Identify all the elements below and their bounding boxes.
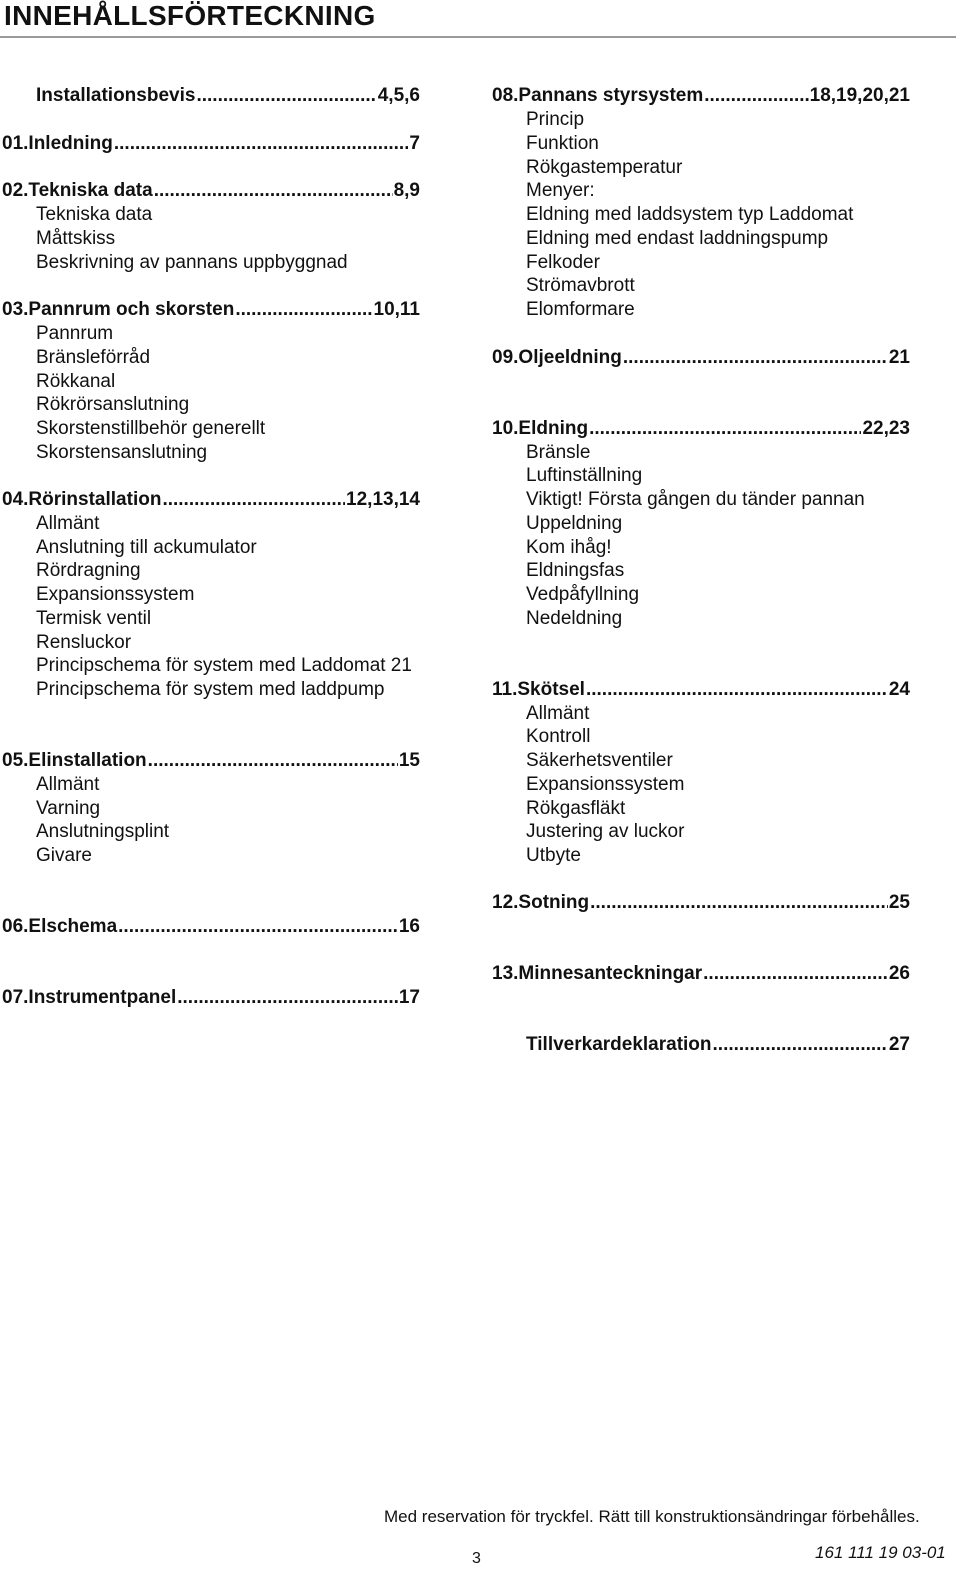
footer-disclaimer: Med reservation för tryckfel. Rätt till konstruktionsändringar förbehålles. (384, 1507, 920, 1526)
toc-entry-installationsbevis[interactable] (36, 84, 420, 108)
toc-subitem[interactable]: Principschema för system med laddpump (36, 679, 385, 700)
toc-entry-label: Tekniska data (28, 180, 153, 201)
toc-page-number: 8,9 (393, 180, 420, 201)
toc-subitem[interactable]: Funktion (526, 133, 599, 154)
toc-entry-label: Rörinstallation (28, 489, 162, 510)
toc-subitem[interactable]: Rökgastemperatur (526, 157, 683, 178)
toc-section-number: 12. (492, 892, 519, 913)
toc-entry-label: Elschema (28, 916, 118, 937)
toc-entry-label: Pannans styrsystem (518, 85, 704, 106)
toc-subitem[interactable]: Princip (526, 109, 585, 130)
toc-leader-dots (118, 915, 398, 939)
toc-subitem[interactable]: Eldningsfas (526, 560, 625, 581)
toc-subitem[interactable]: Kontroll (526, 726, 591, 747)
toc-entry-03[interactable] (2, 298, 420, 322)
toc-subitem[interactable]: Pannrum (36, 323, 114, 344)
toc-page-number: 10,11 (373, 299, 420, 320)
toc-subitem[interactable]: Uppeldning (526, 513, 623, 534)
toc-page-number: 18,19,20,21 (809, 85, 910, 106)
toc-entry-label: Instrumentpanel (28, 987, 177, 1008)
toc-page-number: 7 (409, 133, 420, 154)
toc-subitem[interactable]: Menyer: (526, 180, 595, 201)
toc-page-number: 17 (398, 987, 420, 1008)
toc-entry-01[interactable] (2, 132, 420, 156)
toc-entry-label: Skötsel (517, 679, 585, 700)
toc-leader-dots (235, 298, 372, 322)
toc-subitem[interactable]: Expansionssystem (36, 584, 195, 605)
toc-subitem[interactable]: Skorstenstillbehör generellt (36, 418, 266, 439)
toc-leader-dots (114, 132, 409, 156)
toc-leader-dots (589, 417, 861, 441)
toc-subitem[interactable]: Expansionssystem (526, 774, 685, 795)
toc-subitem[interactable]: Skorstensanslutning (36, 442, 208, 463)
toc-leader-dots (154, 179, 393, 203)
toc-page-number: 26 (888, 963, 910, 984)
toc-section-number: 06. (2, 916, 29, 937)
toc-page-number: 21 (888, 347, 910, 368)
toc-entry-06[interactable] (2, 915, 420, 939)
toc-page-number: 27 (888, 1034, 910, 1055)
toc-subitem[interactable]: Rökkanal (36, 371, 116, 392)
toc-entry-05[interactable] (2, 749, 420, 773)
toc-leader-dots (196, 84, 376, 108)
toc-entry-11[interactable] (492, 678, 910, 702)
toc-page-number: 22,23 (862, 418, 910, 439)
toc-section-number: 07. (2, 987, 29, 1008)
toc-subitem[interactable]: Säkerhetsventiler (526, 750, 673, 771)
toc-subitem[interactable]: Eldning med endast laddningspump (526, 228, 829, 249)
toc-leader-dots (703, 962, 888, 986)
toc-page-number: 25 (888, 892, 910, 913)
toc-subitem[interactable]: Kom ihåg! (526, 537, 612, 558)
toc-leader-dots (162, 488, 345, 512)
toc-subitem[interactable]: Rensluckor (36, 632, 132, 653)
toc-section-number: 03. (2, 299, 29, 320)
toc-subitem[interactable]: Viktigt! Första gången du tänder pannan (526, 489, 865, 510)
toc-entry-label: Inledning (28, 133, 113, 154)
page-number: 3 (472, 1550, 481, 1567)
toc-section-number: 01. (2, 133, 29, 154)
toc-subitem[interactable]: Givare (36, 845, 92, 866)
toc-entry-13[interactable] (492, 962, 910, 986)
toc-section-number: 10. (492, 418, 519, 439)
title-divider (0, 36, 956, 38)
toc-leader-dots (586, 678, 888, 702)
toc-subitem[interactable]: Utbyte (526, 845, 581, 866)
toc-leader-dots (713, 1033, 888, 1057)
toc-section-number: 09. (492, 347, 519, 368)
toc-page-number: 16 (398, 916, 420, 937)
toc-subitem[interactable]: Tekniska data (36, 204, 153, 225)
page-title: INNEHÅLLSFÖRTECKNING (4, 0, 376, 31)
toc-page-number: 12,13,14 (346, 489, 420, 510)
toc-entry-02[interactable] (2, 179, 420, 203)
toc-section-number: 04. (2, 489, 29, 510)
toc-subitem[interactable]: Justering av luckor (526, 821, 685, 842)
toc-subitem[interactable]: Allmänt (36, 774, 100, 795)
toc-subitem[interactable]: Vedpåfyllning (526, 584, 640, 605)
toc-page-number: 24 (888, 679, 910, 700)
toc-leader-dots (177, 986, 398, 1010)
toc-entry-label: Sotning (518, 892, 590, 913)
toc-subitem[interactable]: Måttskiss (36, 228, 116, 249)
toc-entry-label: Eldning (518, 418, 589, 439)
toc-subitem[interactable]: Principschema för system med Laddomat 21 (36, 655, 412, 676)
toc-leader-dots (704, 84, 808, 108)
toc-entry-12[interactable] (492, 891, 910, 915)
toc-subitem[interactable]: Bränsleförråd (36, 347, 151, 368)
toc-section-number: 02. (2, 180, 29, 201)
toc-subitem[interactable]: Anslutning till ackumulator (36, 537, 257, 558)
toc-section-number: 11. (492, 679, 518, 700)
toc-subitem[interactable]: Anslutningsplint (36, 821, 170, 842)
toc-entry-tillverkardeklaration[interactable] (526, 1033, 910, 1057)
toc-subitem[interactable]: Elomformare (526, 299, 635, 320)
toc-entry-08[interactable] (492, 84, 910, 108)
toc-subitem[interactable]: Strömavbrott (526, 275, 635, 296)
toc-leader-dots (148, 749, 398, 773)
toc-entry-label: Minnesanteckningar (518, 963, 703, 984)
document-code: 161 111 19 03-01 (815, 1543, 946, 1562)
toc-subitem[interactable]: Beskrivning av pannans uppbyggnad (36, 252, 348, 273)
toc-entry-label: Elinstallation (28, 750, 147, 771)
toc-subitem[interactable]: Termisk ventil (36, 608, 152, 629)
toc-entry-label: Oljeeldning (518, 347, 622, 368)
toc-subitem[interactable]: Rökrörsanslutning (36, 394, 190, 415)
toc-entry-label: Installationsbevis (36, 85, 196, 106)
toc-page-number: 4,5,6 (377, 85, 420, 106)
toc-subitem[interactable]: Luftinställning (526, 465, 643, 486)
toc-entry-09[interactable] (492, 346, 910, 370)
toc-subitem[interactable]: Rördragning (36, 560, 141, 581)
toc-subitem[interactable]: Felkoder (526, 252, 600, 273)
toc-entry-04[interactable] (2, 488, 420, 512)
toc-section-number: 13. (492, 963, 519, 984)
toc-section-number: 08. (492, 85, 519, 106)
toc-leader-dots (623, 346, 888, 370)
toc-entry-label: Tillverkardeklaration (526, 1034, 712, 1055)
toc-entry-10[interactable] (492, 417, 910, 441)
toc-subitem[interactable]: Nedeldning (526, 608, 623, 629)
toc-subitem[interactable]: Rökgasfläkt (526, 798, 626, 819)
toc-subitem[interactable]: Allmänt (526, 703, 590, 724)
toc-section-number: 05. (2, 750, 29, 771)
toc-entry-07[interactable] (2, 986, 420, 1010)
toc-subitem[interactable]: Eldning med laddsystem typ Laddomat (526, 204, 854, 225)
toc-page-number: 15 (398, 750, 420, 771)
toc-leader-dots (590, 891, 888, 915)
toc-subitem[interactable]: Allmänt (36, 513, 100, 534)
toc-entry-label: Pannrum och skorsten (28, 299, 235, 320)
toc-subitem[interactable]: Bränsle (526, 442, 591, 463)
toc-subitem[interactable]: Varning (36, 798, 101, 819)
